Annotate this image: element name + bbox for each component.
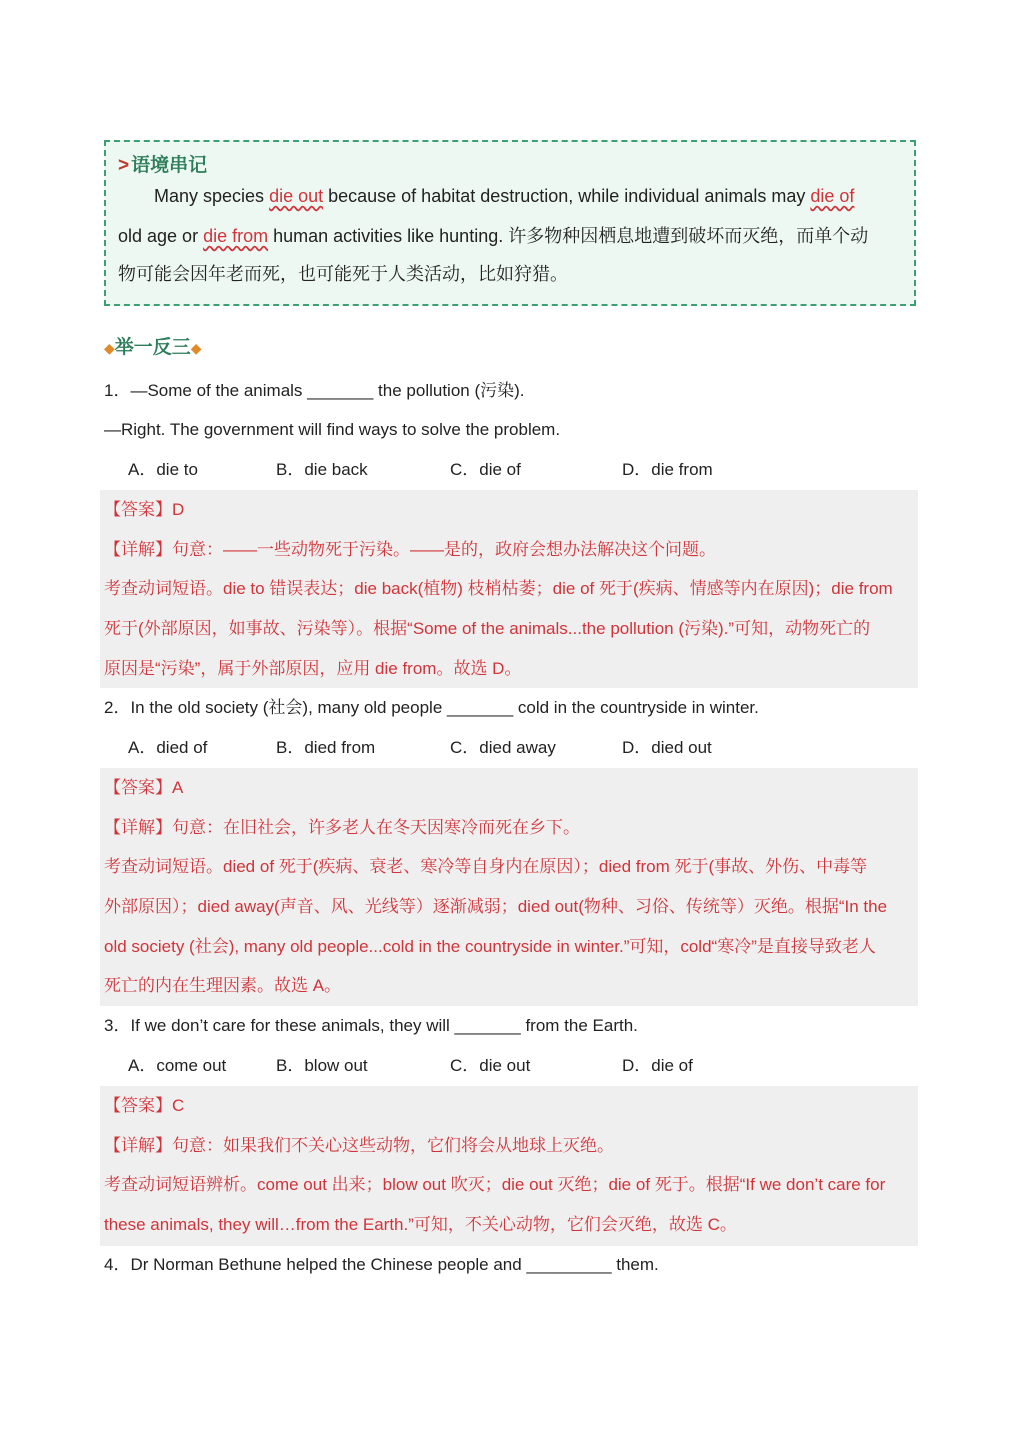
answer-line: 【答案】A	[104, 778, 184, 797]
explain-line: 【详解】句意：在旧社会，许多老人在冬天因寒冷而死在乡下。	[104, 818, 580, 837]
option-a[interactable]: A．died of	[128, 738, 208, 757]
diamond-icon: ◆	[190, 340, 202, 356]
explain-line: 【详解】句意：——一些动物死于污染。——是的，政府会想办法解决这个问题。	[104, 540, 716, 559]
question-1-stem: 1．—Some of the animals _______ the pollution (污染).	[104, 381, 525, 400]
explain-line: 考查动词短语辨析。come out 出来；blow out 吹灭；die out 灭绝；die of 死于。根据“If we don’t care for	[104, 1175, 886, 1194]
context-line-3: 物可能会因年老而死，也可能死于人类活动，比如狩猎。	[118, 264, 568, 284]
option-d[interactable]: D．died out	[622, 738, 712, 757]
explain-line: 【详解】句意：如果我们不关心这些动物，它们将会从地球上灭绝。	[104, 1136, 614, 1155]
highlight-phrase: die from	[203, 226, 269, 246]
option-c[interactable]: C．die of	[450, 460, 521, 479]
option-b[interactable]: B．die back	[276, 460, 368, 479]
chevron-right-icon: >	[118, 155, 130, 176]
option-c[interactable]: C．die out	[450, 1056, 531, 1075]
section-title: ◆举一反三◆	[104, 337, 202, 358]
context-line-2: old age or die from human activities like hunting. 许多物种因栖息地遭到破坏而灭绝，而单个动	[118, 226, 869, 246]
context-memory-box	[104, 140, 916, 306]
context-title	[118, 150, 207, 177]
answer-line: 【答案】D	[104, 500, 185, 519]
highlight-phrase: die of	[810, 186, 855, 206]
highlight-phrase: die out	[269, 186, 324, 206]
option-d[interactable]: D．die of	[622, 1056, 693, 1075]
diamond-icon: ◆	[104, 340, 115, 356]
option-a[interactable]: A．die to	[128, 460, 198, 479]
option-b[interactable]: B．died from	[276, 738, 376, 757]
option-a[interactable]: A．come out	[128, 1056, 227, 1075]
answer-box-2	[100, 768, 918, 1006]
explain-line: 死亡的内在生理因素。故选 A。	[104, 976, 342, 995]
explain-line: old society (社会), many old people...cold in the countryside in winter.”可知，cold“寒冷”是直接导致老人	[104, 937, 876, 956]
answer-line: 【答案】C	[104, 1096, 185, 1115]
option-d[interactable]: D．die from	[622, 460, 713, 479]
explain-line: 外部原因）；died away(声音、风、光线等）逐渐减弱；died out(物种、习俗、传统等）灭绝。根据“In the	[104, 897, 888, 916]
explain-line: 考查动词短语。died of 死于(疾病、衰老、寒冷等自身内在原因）；died from 死于(事故、外伤、中毒等	[104, 857, 868, 876]
context-line-1: Many species die out because of habitat destruction, while individual animals may die of	[154, 186, 855, 206]
question-1-stem-2: —Right. The government will find ways to solve the problem.	[104, 420, 561, 439]
option-c[interactable]: C．died away	[450, 738, 556, 757]
answer-box-3	[100, 1086, 918, 1246]
question-3-stem: 3．If we don’t care for these animals, they will _______ from the Earth.	[104, 1016, 638, 1035]
option-b[interactable]: B．blow out	[276, 1056, 368, 1075]
explain-line: 死于(外部原因，如事故、污染等）。根据“Some of the animals...the pollution (污染).”可知，动物死亡的	[104, 619, 871, 638]
explain-line: 原因是“污染”，属于外部原因，应用 die from。故选 D。	[104, 659, 522, 678]
question-2-stem: 2．In the old society (社会), many old people _______ cold in the countryside in winter.	[104, 698, 759, 717]
context-title-text: 语境串记	[131, 155, 208, 176]
answer-box-1	[100, 490, 918, 688]
explain-line: these animals, they will…from the Earth.”可知，不关心动物，它们会灭绝，故选 C。	[104, 1215, 737, 1234]
explain-line: 考查动词短语。die to 错误表达；die back(植物) 枝梢枯萎；die of 死于(疾病、情感等内在原因)；die from	[104, 579, 893, 598]
question-4-stem: 4．Dr Norman Bethune helped the Chinese people and _________ them.	[104, 1255, 659, 1274]
